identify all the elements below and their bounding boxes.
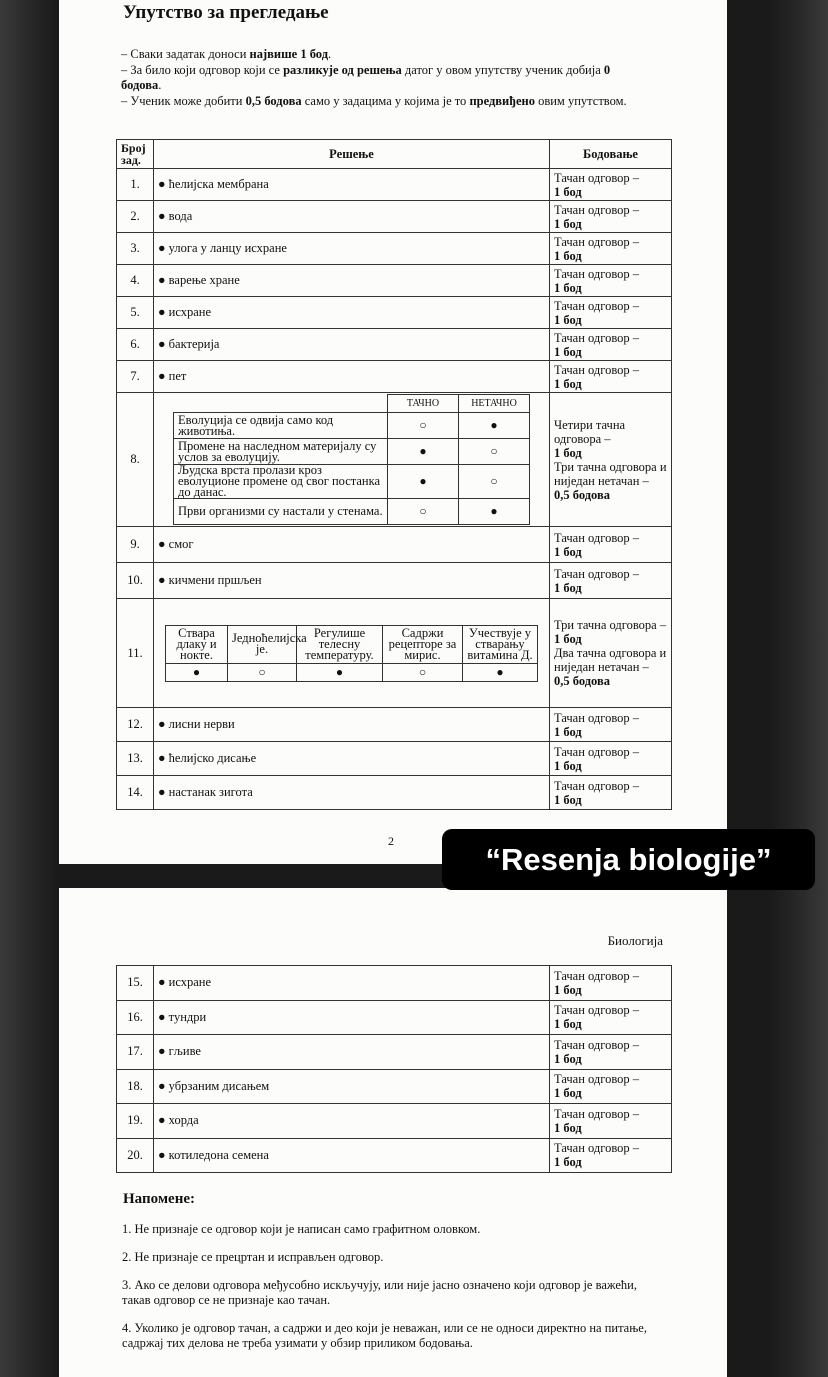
q8-mark-true: ○ xyxy=(388,499,459,525)
points-label: Тачан одговор – xyxy=(554,234,640,249)
q8-statement-row xyxy=(174,439,530,465)
note-item: 2. Не признаје се прецртан и исправљен одговор. xyxy=(122,1250,384,1264)
points-value: 1 бод xyxy=(554,376,582,391)
answer-text: ● убрзаним дисањем xyxy=(154,1069,550,1104)
points-value: 1 бод xyxy=(554,792,582,807)
question-number: 18. xyxy=(117,1069,154,1104)
q11-mark: ● xyxy=(297,663,383,681)
q8-true-false-table xyxy=(173,394,530,525)
text-segment: Три тачна одговора – xyxy=(554,618,667,632)
points-cell xyxy=(550,1000,672,1035)
points-value: 1 бод xyxy=(554,758,582,773)
points-cell xyxy=(550,1035,672,1070)
table-row xyxy=(117,265,672,297)
q8-col-true: ТАЧНО xyxy=(388,395,459,413)
table-row xyxy=(117,201,672,233)
intro-line xyxy=(121,94,641,110)
points-value: 1 бод xyxy=(554,280,582,295)
document-page-1 xyxy=(59,0,727,864)
points-label: Тачан одговор – xyxy=(554,1003,640,1018)
points-cell xyxy=(550,329,672,361)
text-segment: – Сваки задатак доноси xyxy=(121,47,250,61)
q8-statement-row xyxy=(174,413,530,439)
answer-text: ● тундри xyxy=(154,1000,550,1035)
table-row xyxy=(117,776,672,810)
note-item: 4. Уколико је одговор тачан, а садржи и део који је неважан, или се не односи директно на питање, садржај тих делова не треба узимати у обзир приликом бодовања. xyxy=(122,1321,647,1350)
question-number: 9. xyxy=(117,527,154,563)
bold-text: највише 1 бод xyxy=(249,47,329,61)
points-value: 1 бод xyxy=(554,184,582,199)
points-value: 1 бод xyxy=(554,1155,582,1170)
note-item: 3. Ако се делови одговора међусобно искључују, или није јасно означено који одговор је важећи, такав одговор се не признаје као тачан. xyxy=(122,1278,637,1307)
answer-text: ● лисни нерви xyxy=(154,708,550,742)
q8-mark-true: ● xyxy=(388,439,459,465)
q8-statement-row xyxy=(174,499,530,525)
table-row xyxy=(117,233,672,265)
points-label: Тачан одговор – xyxy=(554,530,640,545)
question-number: 2. xyxy=(117,201,154,233)
points-value: 1 бод xyxy=(554,982,582,997)
question-number: 13. xyxy=(117,742,154,776)
q11-solution xyxy=(154,599,550,708)
q8-solution xyxy=(154,393,550,527)
answer-text: ● вода xyxy=(154,201,550,233)
notes-title: Напомене: xyxy=(123,1191,195,1207)
intro-line xyxy=(121,63,641,94)
points-value: 1 бод xyxy=(554,312,582,327)
points-value: 1 бод xyxy=(554,544,582,559)
answer-key-table-continued xyxy=(116,965,672,1173)
question-number: 12. xyxy=(117,708,154,742)
q11-option: Једноћелијска је. xyxy=(228,625,297,663)
table-row xyxy=(117,1069,672,1104)
points-cell xyxy=(550,1069,672,1104)
points-value: 1 бод xyxy=(554,248,582,263)
points-value: 1 бод xyxy=(554,1051,582,1066)
answer-text: ● исхране xyxy=(154,297,550,329)
question-number: 3. xyxy=(117,233,154,265)
table-row xyxy=(117,966,672,1001)
q11-option: Садржи рецепторе за мирис. xyxy=(383,625,463,663)
table-row xyxy=(117,527,672,563)
notes-list xyxy=(122,1222,662,1364)
table-row xyxy=(117,1000,672,1035)
points-label: Тачан одговор – xyxy=(554,710,640,725)
points-value: 1 бод xyxy=(554,724,582,739)
q11-option: Регулише телесну температуру. xyxy=(297,625,383,663)
question-number: 6. xyxy=(117,329,154,361)
points-cell xyxy=(550,361,672,393)
q11-options-table xyxy=(165,625,538,682)
q8-mark-true: ○ xyxy=(388,413,459,439)
table-row xyxy=(117,169,672,201)
points-label: Тачан одговор – xyxy=(554,362,640,377)
text-segment: – Ученик може добити xyxy=(121,93,246,108)
bold-text: предвиђено xyxy=(469,93,535,108)
table-row-q8 xyxy=(117,393,672,527)
points-value: 1 бод xyxy=(554,1017,582,1032)
text-segment: . xyxy=(328,47,332,61)
document-page-2 xyxy=(59,888,727,1377)
text-segment: датог у овом упутству ученик добија xyxy=(401,62,604,77)
table-header-row xyxy=(117,140,672,169)
q8-mark-false: ● xyxy=(459,499,530,525)
answer-text: ● котиледона семена xyxy=(154,1138,550,1173)
header-question-number: Број зад. xyxy=(117,140,154,169)
q8-points xyxy=(550,393,672,527)
q11-mark: ○ xyxy=(383,663,463,681)
q8-statement: Еволуција се одвија само код животиња. xyxy=(174,413,388,439)
answer-key-table xyxy=(116,139,672,810)
question-number: 7. xyxy=(117,361,154,393)
points-label: Тачан одговор – xyxy=(554,1072,640,1087)
points-cell xyxy=(550,233,672,265)
points-cell xyxy=(550,966,672,1001)
bold-text: 0 бодова xyxy=(121,62,611,92)
points-cell xyxy=(550,265,672,297)
q8-mark-true: ● xyxy=(388,465,459,499)
q8-statement: Први организми су настали у стенама. xyxy=(174,499,388,525)
points-cell xyxy=(550,563,672,599)
text-segment: овим упутством. xyxy=(534,93,627,108)
question-number: 11. xyxy=(117,599,154,708)
q11-mark: ○ xyxy=(228,663,297,681)
question-number: 16. xyxy=(117,1000,154,1035)
document-title: Упутство за прегледање xyxy=(123,2,329,23)
points-value: 1 бод xyxy=(554,580,582,595)
table-row-q11 xyxy=(117,599,672,708)
points-cell xyxy=(550,1104,672,1139)
points-label: Тачан одговор – xyxy=(554,330,640,345)
question-number: 1. xyxy=(117,169,154,201)
story-caption-sticker[interactable]: “Resenja biologije” xyxy=(442,829,815,890)
points-label: Тачан одговор – xyxy=(554,202,640,217)
points-label: Тачан одговор – xyxy=(554,1141,640,1156)
table-row xyxy=(117,708,672,742)
points-label: Тачан одговор – xyxy=(554,778,640,793)
bold-text: 1 бод xyxy=(554,445,582,460)
points-label: Тачан одговор – xyxy=(554,566,640,581)
answer-text: ● бактерија xyxy=(154,329,550,361)
q8-mark-false: ○ xyxy=(459,465,530,499)
header-points: Бодовање xyxy=(550,140,672,169)
points-value: 1 бод xyxy=(554,216,582,231)
points-cell xyxy=(550,708,672,742)
table-row xyxy=(117,361,672,393)
text-segment: Четири тачна одговора – xyxy=(554,417,626,446)
points-label: Тачан одговор – xyxy=(554,1106,640,1121)
q8-mark-false: ○ xyxy=(459,439,530,465)
intro-line xyxy=(121,47,641,63)
answer-text: ● ћелијска мембрана xyxy=(154,169,550,201)
q8-statement: Људска врста пролази кроз еволуционе промене од свог постанка до данас. xyxy=(174,465,388,499)
text-segment: . xyxy=(158,78,162,92)
q8-mark-false: ● xyxy=(459,413,530,439)
answer-text: ● улога у ланцу исхране xyxy=(154,233,550,265)
points-label: Тачан одговор – xyxy=(554,968,640,983)
points-label: Тачан одговор – xyxy=(554,266,640,281)
bold-text: разликује од решења xyxy=(283,62,402,77)
answer-text: ● варење хране xyxy=(154,265,550,297)
q11-option: Учествује у стварању витамина Д. xyxy=(463,625,538,663)
text-segment: Два тачна одговора и ниједан нетачан – xyxy=(554,646,667,674)
points-label: Тачан одговор – xyxy=(554,1037,640,1052)
text-segment: – За било који одговор који се xyxy=(121,62,284,77)
page-number: 2 xyxy=(388,834,394,848)
answer-text: ● гљиве xyxy=(154,1035,550,1070)
points-value: 1 бод xyxy=(554,1120,582,1135)
subject-header: Биологија xyxy=(607,933,663,948)
q8-statement-row xyxy=(174,465,530,499)
table-row xyxy=(117,1104,672,1139)
q11-option: Ствара длаку и нокте. xyxy=(166,625,228,663)
bold-text: 1 бод xyxy=(554,632,582,646)
table-row xyxy=(117,1035,672,1070)
q8-statement: Промене на наследном материјалу су услов за еволуцију. xyxy=(174,439,388,465)
q8-corner-cell xyxy=(174,395,388,413)
points-label: Тачан одговор – xyxy=(554,298,640,313)
question-number: 15. xyxy=(117,966,154,1001)
q11-mark: ● xyxy=(166,663,228,681)
points-cell xyxy=(550,169,672,201)
points-cell xyxy=(550,742,672,776)
answer-text: ● исхране xyxy=(154,966,550,1001)
table-row xyxy=(117,563,672,599)
q8-col-false: НЕТАЧНО xyxy=(459,395,530,413)
answer-text: ● кичмени пршљен xyxy=(154,563,550,599)
q11-points xyxy=(550,599,672,708)
question-number: 10. xyxy=(117,563,154,599)
question-number: 8. xyxy=(117,393,154,527)
table-row xyxy=(117,742,672,776)
q11-mark: ● xyxy=(463,663,538,681)
table-row xyxy=(117,329,672,361)
bold-text: 0,5 бодова xyxy=(245,93,302,108)
points-cell xyxy=(550,297,672,329)
bold-text: 0,5 бодова xyxy=(554,487,610,502)
question-number: 14. xyxy=(117,776,154,810)
points-cell xyxy=(550,776,672,810)
header-solution: Решење xyxy=(154,140,550,169)
answer-text: ● хорда xyxy=(154,1104,550,1139)
points-label: Тачан одговор – xyxy=(554,744,640,759)
table-row xyxy=(117,297,672,329)
question-number: 5. xyxy=(117,297,154,329)
intro-instructions xyxy=(121,47,641,109)
points-cell xyxy=(550,527,672,563)
question-number: 19. xyxy=(117,1104,154,1139)
points-value: 1 бод xyxy=(554,1086,582,1101)
text-segment: Три тачна одговора и ниједан нетачан – xyxy=(554,459,667,488)
question-number: 20. xyxy=(117,1138,154,1173)
answer-text: ● ћелијско дисање xyxy=(154,742,550,776)
points-cell xyxy=(550,1138,672,1173)
points-value: 1 бод xyxy=(554,344,582,359)
question-number: 4. xyxy=(117,265,154,297)
points-label: Тачан одговор – xyxy=(554,170,640,185)
question-number: 17. xyxy=(117,1035,154,1070)
note-item: 1. Не признаје се одговор који је написан само графитном оловком. xyxy=(122,1222,481,1236)
text-segment: само у задацима у којима је то xyxy=(301,93,470,108)
points-cell xyxy=(550,201,672,233)
bold-text: 0,5 бодова xyxy=(554,674,610,688)
answer-text: ● пет xyxy=(154,361,550,393)
table-row xyxy=(117,1138,672,1173)
answer-text: ● настанак зигота xyxy=(154,776,550,810)
answer-text: ● смог xyxy=(154,527,550,563)
